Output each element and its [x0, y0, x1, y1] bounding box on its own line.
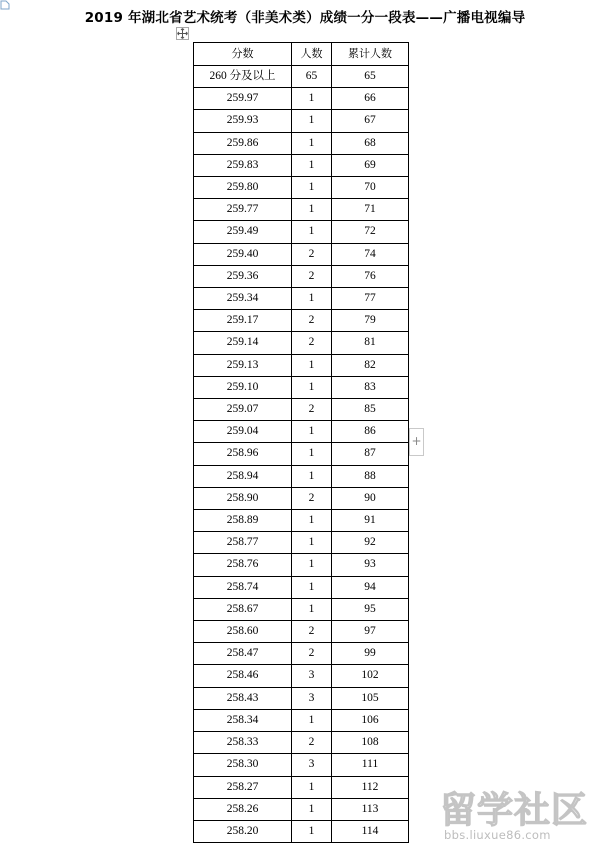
cumulative-cell: 90 — [332, 487, 409, 509]
score-cell: 258.74 — [194, 576, 292, 598]
table-row — [194, 110, 409, 132]
count-cell: 1 — [292, 177, 332, 199]
cumulative-cell: 68 — [332, 132, 409, 154]
cumulative-cell: 66 — [332, 88, 409, 110]
count-cell: 1 — [292, 443, 332, 465]
count-cell: 1 — [292, 154, 332, 176]
table-row — [194, 88, 409, 110]
count-cell: 1 — [292, 199, 332, 221]
add-row-button[interactable]: + — [409, 428, 424, 456]
count-cell: 1 — [292, 421, 332, 443]
cumulative-cell: 86 — [332, 421, 409, 443]
count-cell: 2 — [292, 621, 332, 643]
count-cell: 1 — [292, 820, 332, 842]
cumulative-cell: 81 — [332, 332, 409, 354]
cumulative-cell: 105 — [332, 687, 409, 709]
score-cell: 259.07 — [194, 399, 292, 421]
header-cumulative: 累计人数 — [332, 43, 409, 66]
count-cell: 1 — [292, 510, 332, 532]
table-row — [194, 709, 409, 731]
count-cell: 2 — [292, 732, 332, 754]
count-cell: 1 — [292, 354, 332, 376]
table-row — [194, 199, 409, 221]
table-row — [194, 487, 409, 509]
table-row — [194, 732, 409, 754]
count-cell: 1 — [292, 576, 332, 598]
score-cell: 258.77 — [194, 532, 292, 554]
table-row — [194, 399, 409, 421]
count-cell: 1 — [292, 221, 332, 243]
count-cell: 65 — [292, 66, 332, 88]
watermark-url: bbs.liuxue86.com — [444, 828, 551, 842]
cumulative-cell: 112 — [332, 776, 409, 798]
score-cell: 259.36 — [194, 265, 292, 287]
table-row — [194, 598, 409, 620]
cumulative-cell: 79 — [332, 310, 409, 332]
watermark-logo: 留学社区 — [440, 790, 589, 831]
table-row — [194, 132, 409, 154]
cumulative-cell: 99 — [332, 643, 409, 665]
score-cell: 258.34 — [194, 709, 292, 731]
score-cell: 259.13 — [194, 354, 292, 376]
cumulative-cell: 111 — [332, 754, 409, 776]
table-body — [194, 66, 409, 843]
header-score: 分数 — [194, 43, 292, 66]
score-cell: 259.93 — [194, 110, 292, 132]
score-cell: 258.90 — [194, 487, 292, 509]
cumulative-cell: 97 — [332, 621, 409, 643]
table-row — [194, 332, 409, 354]
document-title: 2019 年湖北省艺术统考（非美术类）成绩一分一段表——广播电视编导 — [84, 10, 526, 26]
cumulative-cell: 108 — [332, 732, 409, 754]
score-cell: 258.20 — [194, 820, 292, 842]
table-row — [194, 66, 409, 88]
count-cell: 1 — [292, 88, 332, 110]
cumulative-cell: 70 — [332, 177, 409, 199]
count-cell: 3 — [292, 665, 332, 687]
table-row — [194, 421, 409, 443]
table-row — [194, 532, 409, 554]
count-cell: 2 — [292, 310, 332, 332]
score-cell: 259.86 — [194, 132, 292, 154]
score-cell: 259.40 — [194, 243, 292, 265]
cumulative-cell: 77 — [332, 288, 409, 310]
count-cell: 1 — [292, 709, 332, 731]
count-cell: 2 — [292, 643, 332, 665]
table-row — [194, 687, 409, 709]
cumulative-cell: 65 — [332, 66, 409, 88]
header-count: 人数 — [292, 43, 332, 66]
table-row — [194, 776, 409, 798]
count-cell: 3 — [292, 687, 332, 709]
cumulative-cell: 92 — [332, 532, 409, 554]
count-cell: 1 — [292, 598, 332, 620]
cumulative-cell: 85 — [332, 399, 409, 421]
score-cell: 259.17 — [194, 310, 292, 332]
score-cell: 259.83 — [194, 154, 292, 176]
score-cell: 258.96 — [194, 443, 292, 465]
cumulative-cell: 67 — [332, 110, 409, 132]
count-cell: 2 — [292, 265, 332, 287]
count-cell: 2 — [292, 332, 332, 354]
cumulative-cell: 106 — [332, 709, 409, 731]
move-arrows-icon — [177, 28, 188, 39]
score-cell: 258.27 — [194, 776, 292, 798]
table-row — [194, 154, 409, 176]
count-cell: 1 — [292, 110, 332, 132]
count-cell: 2 — [292, 399, 332, 421]
table-row — [194, 265, 409, 287]
score-cell: 259.97 — [194, 88, 292, 110]
score-cell: 258.76 — [194, 554, 292, 576]
table-row — [194, 354, 409, 376]
score-cell: 258.89 — [194, 510, 292, 532]
table-move-handle[interactable] — [176, 27, 189, 40]
table-row — [194, 554, 409, 576]
cumulative-cell: 87 — [332, 443, 409, 465]
count-cell: 1 — [292, 554, 332, 576]
count-cell: 1 — [292, 132, 332, 154]
score-cell: 259.14 — [194, 332, 292, 354]
count-cell: 2 — [292, 487, 332, 509]
score-distribution-table — [193, 42, 409, 843]
cumulative-cell: 82 — [332, 354, 409, 376]
cumulative-cell: 114 — [332, 820, 409, 842]
table-header-row — [194, 43, 409, 66]
cumulative-cell: 74 — [332, 243, 409, 265]
score-cell: 260 分及以上 — [194, 66, 292, 88]
score-cell: 259.34 — [194, 288, 292, 310]
score-cell: 259.04 — [194, 421, 292, 443]
cumulative-cell: 93 — [332, 554, 409, 576]
cumulative-cell: 95 — [332, 598, 409, 620]
table-row — [194, 754, 409, 776]
cumulative-cell: 69 — [332, 154, 409, 176]
count-cell: 1 — [292, 465, 332, 487]
count-cell: 1 — [292, 776, 332, 798]
count-cell: 2 — [292, 243, 332, 265]
score-cell: 259.49 — [194, 221, 292, 243]
table-row — [194, 177, 409, 199]
score-cell: 258.43 — [194, 687, 292, 709]
score-cell: 259.10 — [194, 376, 292, 398]
score-cell: 259.77 — [194, 199, 292, 221]
table-row — [194, 621, 409, 643]
count-cell: 1 — [292, 532, 332, 554]
table-row — [194, 643, 409, 665]
table-row — [194, 510, 409, 532]
cumulative-cell: 76 — [332, 265, 409, 287]
table-row — [194, 376, 409, 398]
score-cell: 258.47 — [194, 643, 292, 665]
cumulative-cell: 72 — [332, 221, 409, 243]
count-cell: 3 — [292, 754, 332, 776]
score-cell: 258.46 — [194, 665, 292, 687]
watermark — [438, 782, 610, 850]
cumulative-cell: 91 — [332, 510, 409, 532]
cumulative-cell: 113 — [332, 798, 409, 820]
score-cell: 258.33 — [194, 732, 292, 754]
score-cell: 258.30 — [194, 754, 292, 776]
table-row — [194, 465, 409, 487]
count-cell: 1 — [292, 798, 332, 820]
cumulative-cell: 71 — [332, 199, 409, 221]
table-row — [194, 798, 409, 820]
score-cell: 258.67 — [194, 598, 292, 620]
score-cell: 258.26 — [194, 798, 292, 820]
table-row — [194, 221, 409, 243]
table-row — [194, 443, 409, 465]
table-row — [194, 820, 409, 842]
cumulative-cell: 83 — [332, 376, 409, 398]
score-cell: 259.80 — [194, 177, 292, 199]
table-row — [194, 288, 409, 310]
score-cell: 258.60 — [194, 621, 292, 643]
cumulative-cell: 88 — [332, 465, 409, 487]
table-row — [194, 310, 409, 332]
cumulative-cell: 94 — [332, 576, 409, 598]
count-cell: 1 — [292, 288, 332, 310]
count-cell: 1 — [292, 376, 332, 398]
cumulative-cell: 102 — [332, 665, 409, 687]
table-row — [194, 665, 409, 687]
table-row — [194, 576, 409, 598]
table-row — [194, 243, 409, 265]
score-cell: 258.94 — [194, 465, 292, 487]
